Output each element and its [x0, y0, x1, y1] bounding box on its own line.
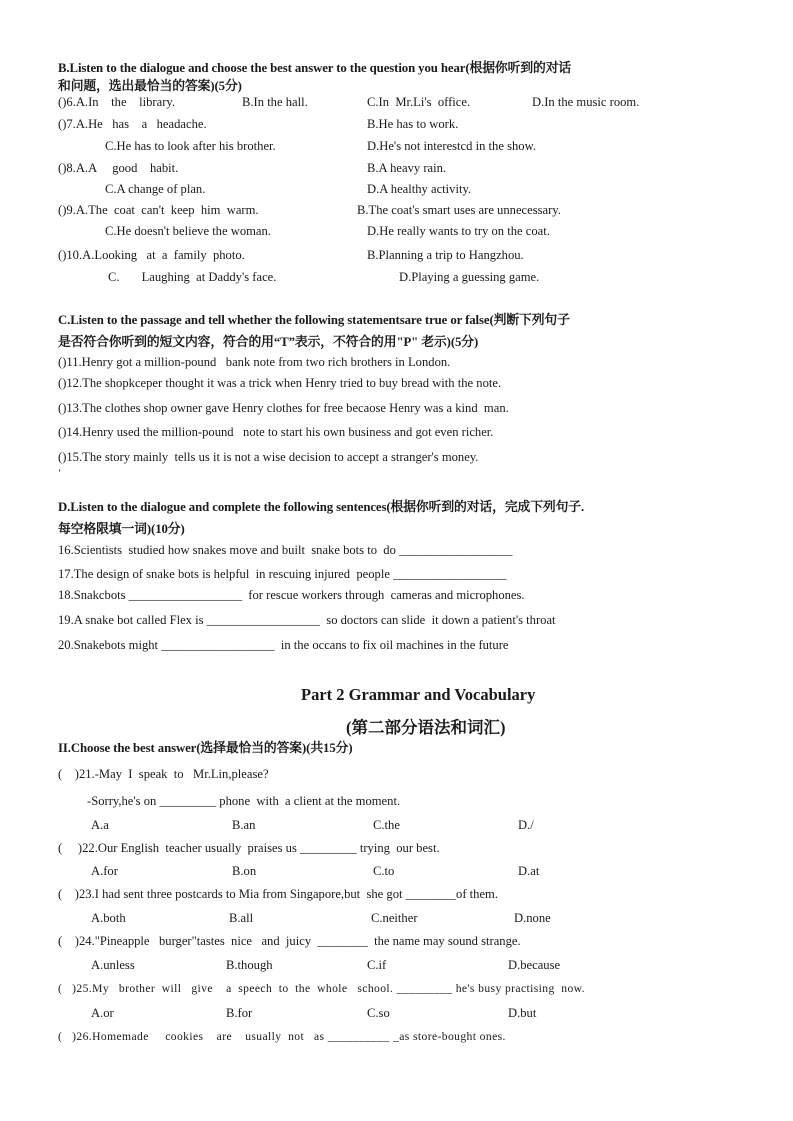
question-7-option-c: C.He has to look after his brother.	[105, 139, 276, 153]
question-10-option-d: D.Playing a guessing game.	[399, 270, 540, 284]
sentence-19: 19.A snake bot called Flex is __________________ so doctors can slide it down a patient's throat	[58, 613, 556, 627]
question-10-option-b: B.Planning a trip to Hangzhou.	[367, 248, 524, 262]
question-24-option-a: A.unless	[91, 958, 135, 972]
question-21-line1: ( )21.-May I speak to Mr.Lin,please?	[58, 767, 269, 781]
question-25-option-c: C.so	[367, 1006, 390, 1020]
question-21-option-c: C.the	[373, 818, 400, 832]
statement-14: ()14.Henry used the million-pound note to start his own business and got even richer.	[58, 425, 494, 439]
sentence-17: 17.The design of snake bots is helpful in rescuing injured people __________________	[58, 567, 507, 581]
question-23-option-a: A.both	[91, 911, 126, 925]
question-9-option-c: C.He doesn't believe the woman.	[105, 224, 271, 238]
question-6-option-b: B.In the hall.	[242, 95, 308, 109]
question-22: ( )22.Our English teacher usually praises us _________ trying our best.	[58, 841, 440, 855]
statement-13: ()13.The clothes shop owner gave Henry clothes for free becaose Henry was a kind man.	[58, 401, 509, 415]
part-2-subtitle: (第二部分语法和词汇)	[346, 718, 506, 737]
sentence-20: 20.Snakebots might __________________ in the occans to fix oil machines in the future	[58, 638, 509, 652]
question-10-option-c: C. Laughing at Daddy's face.	[108, 270, 277, 284]
question-25-option-b: B.for	[226, 1006, 253, 1020]
question-21-line2: -Sorry,he's on _________ phone with a client at the moment.	[87, 794, 401, 808]
section-b-heading-line1: B.Listen to the dialogue and choose the best answer to the question you hear(根据你听到的对话	[58, 61, 572, 75]
question-22-option-b: B.on	[232, 864, 257, 878]
section-d-heading-line1: D.Listen to the dialogue and complete the following sentences(根据你听到的对话，完成下列句子.	[58, 500, 585, 514]
question-25-option-a: A.or	[91, 1006, 114, 1020]
section-c-heading-line2: 是否符合你听到的短文内容，符合的用“T”表示，不符合的用"P" 老示)(5分)	[58, 335, 479, 349]
question-26: ( )26.Homemade cookies are usually not as __________ _as store-bought ones.	[58, 1030, 506, 1043]
question-8-option-c: C.A change of plan.	[105, 182, 206, 196]
sentence-16: 16.Scientists studied how snakes move and built snake bots to do __________________	[58, 543, 513, 557]
question-7-option-b: B.He has to work.	[367, 117, 459, 131]
section-b-heading-line2: 和问题，选出最恰当的答案)(5分)	[58, 79, 242, 93]
question-23: ( )23.I had sent three postcards to Mia from Singapore,but she got ________of them.	[58, 887, 498, 901]
question-10-stem: ()10.A.Looking at a family photo.	[58, 248, 245, 262]
question-22-option-d: D.at	[518, 864, 540, 878]
part-2-title: Part 2 Grammar and Vocabulary	[301, 685, 536, 704]
question-24: ( )24."Pineapple burger"tastes nice and juicy ________ the name may sound strange.	[58, 934, 521, 948]
question-6-option-c: C.In Mr.Li's office.	[367, 95, 471, 109]
question-8-option-b: B.A heavy rain.	[367, 161, 447, 175]
question-21-option-d: D./	[518, 818, 534, 832]
statement-15: ()15.The story mainly tells us it is not a wise decision to accept a stranger's money.	[58, 450, 479, 464]
question-22-option-c: C.to	[373, 864, 395, 878]
question-21-option-a: A.a	[91, 818, 109, 832]
section-ii-heading: II.Choose the best answer(选择最恰当的答案)(共15分)	[58, 741, 353, 755]
question-24-option-b: B.though	[226, 958, 273, 972]
question-24-option-c: C.if	[367, 958, 387, 972]
question-22-option-a: A.for	[91, 864, 118, 878]
question-7-stem: ()7.A.He has a headache.	[58, 117, 207, 131]
question-8-stem: ()8.A.A good habit.	[58, 161, 179, 175]
question-6-stem: ()6.A.In the library.	[58, 95, 176, 109]
question-21-option-b: B.an	[232, 818, 256, 832]
question-23-option-b: B.all	[229, 911, 254, 925]
question-6-option-d: D.In the music room.	[532, 95, 640, 109]
question-9-option-b: B.The coat's smart uses are unnecessary.	[357, 203, 561, 217]
question-24-option-d: D.because	[508, 958, 561, 972]
statement-12: ()12.The shopkceper thought it was a trick when Henry tried to buy bread with the note.	[58, 376, 502, 390]
section-d-heading-line2: 每空格限填一词)(10分)	[58, 522, 185, 536]
question-23-option-c: C.neither	[371, 911, 418, 925]
question-23-option-d: D.none	[514, 911, 551, 925]
question-25: ( )25.My brother will give a speech to the whole school. _________ he's busy practising now.	[58, 982, 585, 995]
question-9-option-d: D.He really wants to try on the coat.	[367, 224, 550, 238]
stray-mark: ‘	[58, 468, 62, 479]
statement-11: ()11.Henry got a million-pound bank note from two rich brothers in London.	[58, 355, 451, 369]
section-c-heading-line1: C.Listen to the passage and tell whether the following statementsare true or false(判断下列句子	[58, 313, 570, 327]
question-8-option-d: D.A healthy activity.	[367, 182, 472, 196]
question-9-stem: ()9.A.The coat can't keep him warm.	[58, 203, 259, 217]
question-7-option-d: D.He's not interestcd in the show.	[367, 139, 536, 153]
sentence-18: 18.Snakcbots __________________ for rescue workers through cameras and microphones.	[58, 588, 525, 602]
question-25-option-d: D.but	[508, 1006, 537, 1020]
